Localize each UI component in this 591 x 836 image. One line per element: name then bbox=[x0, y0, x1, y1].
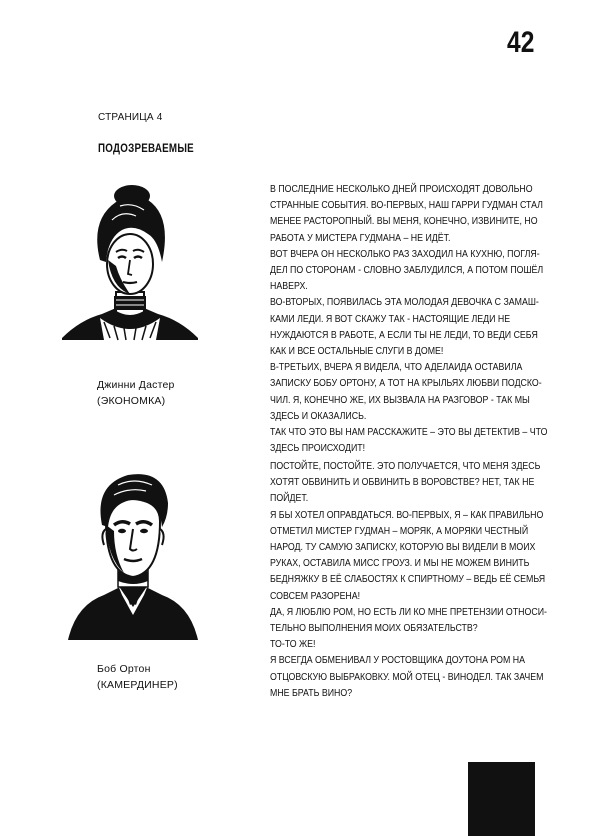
statement-line: ЗАПИСКУ БОБУ ОРТОНУ, А ТОТ НА КРЫЛЬЯХ ЛЮБВИ ПОДСКО- bbox=[270, 378, 542, 390]
suspect-caption bbox=[97, 661, 178, 693]
statement-line: В-ТРЕТЬИХ, ВЧЕРА Я ВИДЕЛА, ЧТО АДЕЛАИДА ОСТАВИЛА bbox=[270, 362, 523, 374]
statement-line: ТАК ЧТО ЭТО ВЫ НАМ РАССКАЖИТЕ – ЭТО ВЫ ДЕТЕКТИВ – ЧТО bbox=[270, 427, 548, 439]
statement-line: КАМИ ЛЕДИ. Я ВОТ СКАЖУ ТАК - НАСТОЯЩИЕ ЛЕДИ НЕ bbox=[270, 313, 511, 325]
statement-line: ДА, Я ЛЮБЛЮ РОМ, НО ЕСТЬ ЛИ КО МНЕ ПРЕТЕНЗИИ ОТНОСИ- bbox=[270, 606, 547, 618]
statement-line: МЕНЕЕ РАСТОРОПНЫЙ. ВЫ МЕНЯ, КОНЕЧНО, ИЗВИНИТЕ, НО bbox=[270, 216, 538, 228]
page-number: 42 bbox=[506, 26, 534, 59]
statement-line: ВОТ ВЧЕРА ОН НЕСКОЛЬКО РАЗ ЗАХОДИЛ НА КУХНЮ, ПОГЛЯ- bbox=[270, 248, 540, 260]
statement-line: ТЕЛЬНО ВЫПОЛНЕНИЯ МОИХ ОБЯЗАТЕЛЬСТВ? bbox=[270, 623, 478, 635]
statement-line: РАБОТА У МИСТЕРА ГУДМАНА – НЕ ИДЁТ. bbox=[270, 232, 451, 244]
corner-decoration-block bbox=[468, 762, 535, 836]
suspect-role: (ЭКОНОМКА) bbox=[97, 395, 166, 407]
statement-line: ТО-ТО ЖЕ! bbox=[270, 639, 316, 651]
statement-line: ЗДЕСЬ И ОКАЗАЛИСЬ. bbox=[270, 410, 367, 422]
statement-line: ХОТЯТ ОБВИНИТЬ И ОБВИНИТЬ В ВОРОВСТВЕ? НЕТ, ТАК НЕ bbox=[270, 477, 535, 489]
suspect-name: Боб Ортон bbox=[97, 663, 151, 675]
suspect-role: (КАМЕРДИНЕР) bbox=[97, 679, 178, 691]
statement-line: ОТЦОВСКУЮ ВЫБРАКОВКУ. МОЙ ОТЕЦ - ВИНОДЕЛ. ТАК ЗАЧЕМ bbox=[270, 671, 544, 683]
suspect-statement bbox=[270, 459, 547, 702]
statement-line: ДЕЛ ПО СТОРОНАМ - СЛОВНО ЗАБЛУДИЛСЯ, А ПОТОМ ПОШЁЛ bbox=[270, 265, 544, 277]
woman-portrait-icon bbox=[60, 180, 200, 360]
statement-line: НАВЕРХ. bbox=[270, 281, 308, 293]
statement-line: СОВСЕМ РАЗОРЕНА! bbox=[270, 590, 361, 602]
statement-line: НУЖДАЮТСЯ В РАБОТЕ, А ЕСЛИ ТЫ НЕ ЛЕДИ, ТО ВЕДИ СЕБЯ bbox=[270, 329, 538, 341]
statement-line: ЧИЛ. Я, КОНЕЧНО ЖЕ, ИХ ВЫЗВАЛА НА РАЗГОВОР - ТАК МЫ bbox=[270, 394, 530, 406]
statement-line: РУКАХ, ОСТАВИЛА МИСС ГРОУЗ. И МЫ НЕ МОЖЕМ ВИНИТЬ bbox=[270, 558, 530, 570]
section-title: ПОДОЗРЕВАЕМЫЕ bbox=[98, 143, 194, 155]
statement-line: МНЕ БРАТЬ ВИНО? bbox=[270, 687, 353, 699]
statement-line: БЕДНЯЖКУ В ЕЁ СЛАБОСТЯХ К СПИРТНОМУ – ВЕДЬ ЕЁ СЕМЬЯ bbox=[270, 574, 546, 586]
man-portrait-icon bbox=[68, 455, 198, 640]
suspect-statement bbox=[270, 182, 548, 457]
page-subtitle: СТРАНИЦА 4 bbox=[98, 112, 163, 123]
statement-line: КАК И ВСЕ ОСТАЛЬНЫЕ СЛУГИ В ДОМЕ! bbox=[270, 346, 444, 358]
statement-line: ПОСТОЙТЕ, ПОСТОЙТЕ. ЭТО ПОЛУЧАЕТСЯ, ЧТО МЕНЯ ЗДЕСЬ bbox=[270, 461, 541, 472]
statement-line: НАРОД. ТУ САМУЮ ЗАПИСКУ, КОТОРУЮ ВЫ ВИДЕЛИ В МОИХ bbox=[270, 542, 536, 554]
statement-line: ПОЙДЕТ. bbox=[270, 493, 309, 505]
suspect-caption bbox=[97, 377, 175, 409]
statement-line: ОТМЕТИЛ МИСТЕР ГУДМАН – МОРЯК, А МОРЯКИ ЧЕСТНЫЙ bbox=[270, 525, 529, 537]
statement-line: СТРАННЫЕ СОБЫТИЯ. ВО-ПЕРВЫХ, НАШ ГАРРИ ГУДМАН СТАЛ bbox=[270, 200, 543, 212]
suspect-name: Джинни Дастер bbox=[97, 379, 175, 391]
statement-line: Я ВСЕГДА ОБМЕНИВАЛ У РОСТОВЩИКА ДОУТОНА РОМ НА bbox=[270, 655, 525, 667]
statement-line: ВО-ВТОРЫХ, ПОЯВИЛАСЬ ЭТА МОЛОДАЯ ДЕВОЧКА С ЗАМАШ- bbox=[270, 297, 539, 309]
statement-line: ЗДЕСЬ ПРОИСХОДИТ! bbox=[270, 443, 366, 455]
statement-line: Я БЫ ХОТЕЛ ОПРАВДАТЬСЯ. ВО-ПЕРВЫХ, Я – КАК ПРАВИЛЬНО bbox=[270, 509, 544, 521]
statement-line: В ПОСЛЕДНИЕ НЕСКОЛЬКО ДНЕЙ ПРОИСХОДЯТ ДОВОЛЬНО bbox=[270, 184, 533, 195]
